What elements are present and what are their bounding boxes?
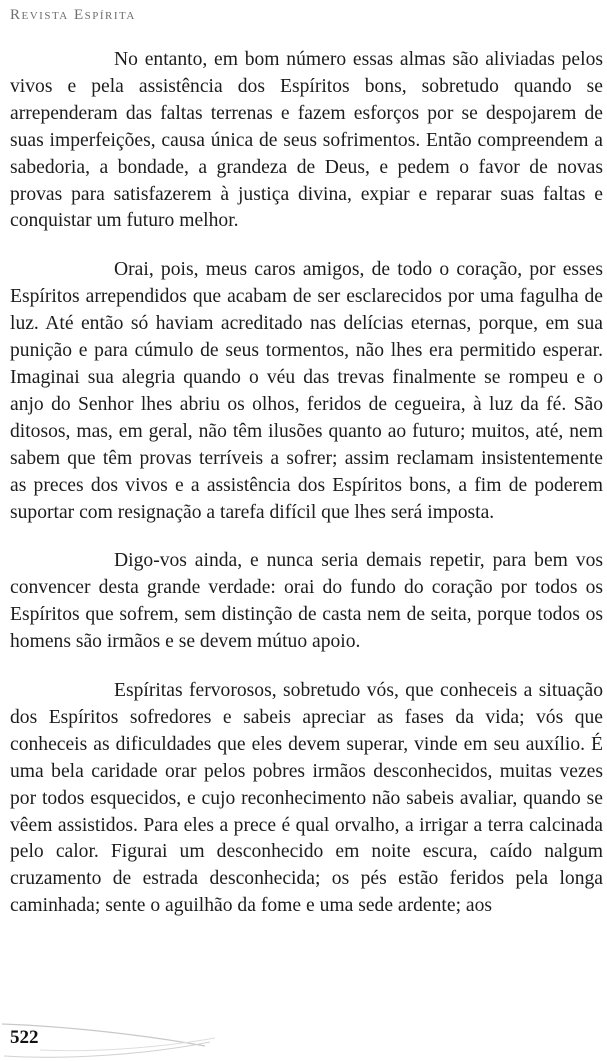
body-text <box>10 47 603 942</box>
running-header: Revista Espírita <box>10 7 136 23</box>
paragraph-3: Digo-vos ainda, e nunca seria demais repetir, para bem vos convencer desta grande verdade: orai do fundo do coração por todos os Espíritos que sofrem, sem distinção de casta nem de seita, porque todos os homens são irmãos e se devem mútuo apoio. <box>10 550 603 653</box>
paragraph-2: Orai, pois, meus caros amigos, de todo o coração, por esses Espíritos arrependidos que acabam de ser esclarecidos por uma fagulha de luz. Até então só haviam acreditado nas delícias eternas, porque, em sua punição e para cúmulo de seus tormentos, não lhes era permitido esperar. Imaginai sua alegria quando o véu das trevas finalmente se rompeu e o anjo do Senhor lhes abriu os olhos, feridos de cegueira, à luz da fé. São ditosos, mas, em geral, não têm ilusões quanto ao futuro; muitos, até, nem sabem que têm provas terríveis a sofrer; assim reclamam insistentemente as preces dos vivos e a assistência dos Espíritos bons, a fim de poderem suportar com resignação a tarefa difícil que lhes será imposta. <box>10 259 603 523</box>
page-number: 522 <box>10 1027 39 1048</box>
paragraph-4: Espíritas fervorosos, sobretudo vós, que conheceis a situação dos Espíritos sofredores e sabeis apreciar as fases da vida; vós que conheceis as dificuldades que eles devem superar, vinde em seu auxílio. É uma bela caridade orar pelos pobres irmãos desconhecidos, muitas vezes por todos esquecidos, e cujo reconhecimento não sabeis avaliar, quando se vêem assistidos. Para eles a prece é qual orvalho, a irrigar a terra calcinada pelo calor. Figurai um desconhecido em noite escura, caído nalgum cruzamento de estrada desconhecida; os pés estão feridos pela longa caminhada; sente o aguilhão da fome e uma sede ardente; aos <box>10 680 603 917</box>
paragraph-1: No entanto, em bom número essas almas são aliviadas pelos vivos e pela assistência dos Espíritos bons, sobretudo quando se arrependeram das faltas terrenas e fazem esforços por se despojarem de suas imperfeições, causa única de seus sofrimentos. Então compreendem a sabedoria, a bondade, a grandeza de Deus, e pedem o favor de novas provas para satisfazerem à justiça divina, expiar e reparar suas faltas e conquistar um futuro melhor. <box>10 49 603 232</box>
